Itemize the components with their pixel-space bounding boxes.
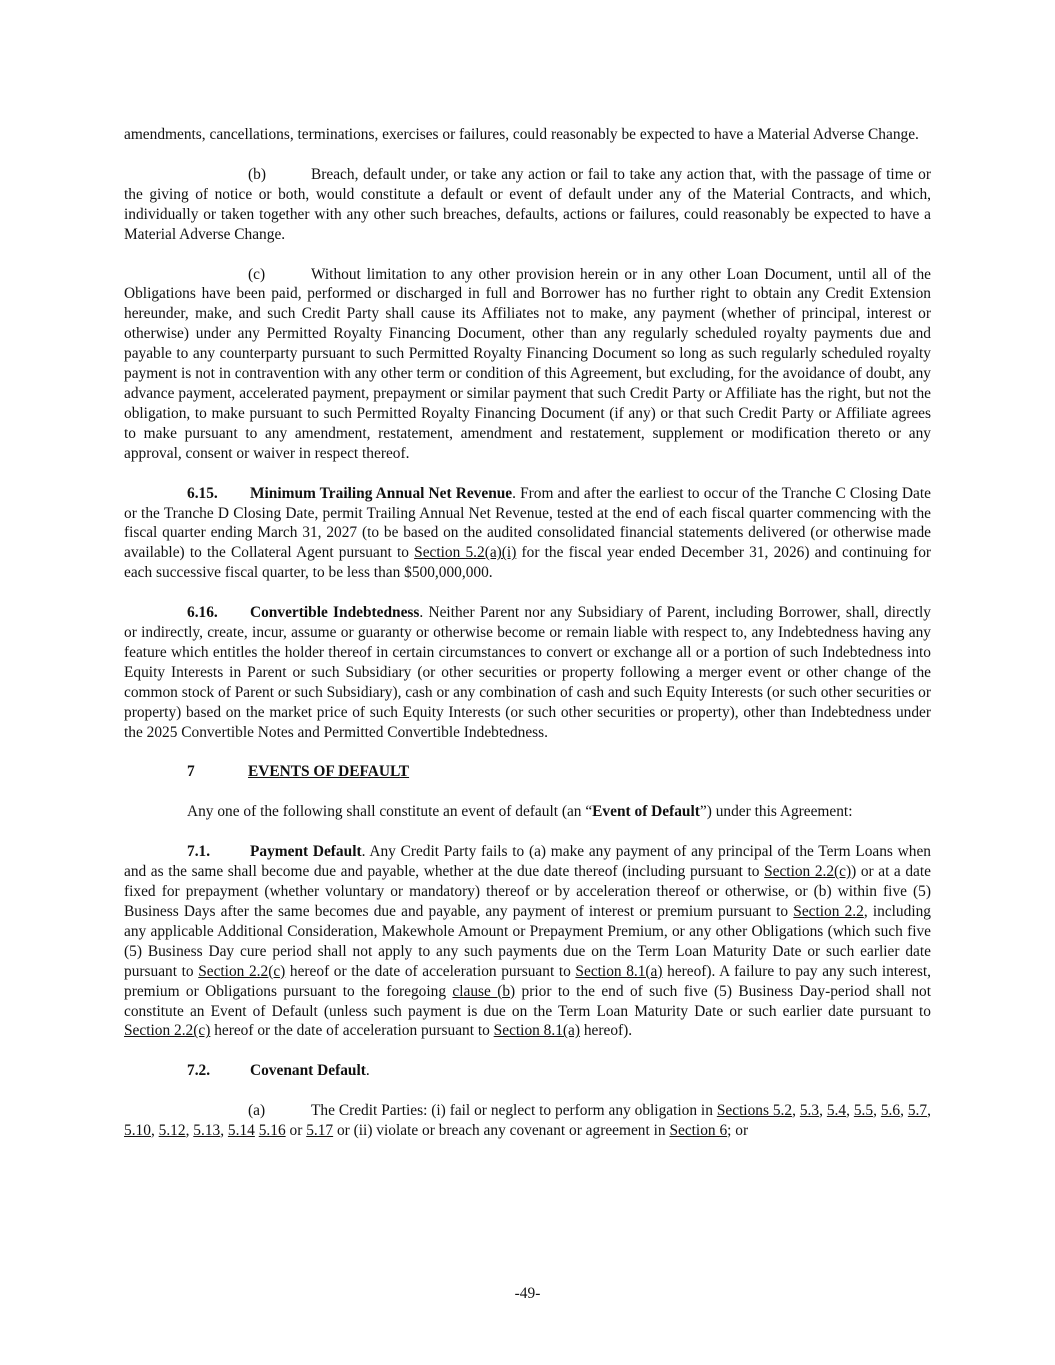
- clause-reference-link[interactable]: clause (b): [452, 982, 516, 1000]
- section-reference-link[interactable]: Section 2.2(c): [124, 1022, 211, 1040]
- section-reference-link[interactable]: Section 2.2(c): [198, 962, 286, 980]
- section-reference-link[interactable]: 5.3: [799, 1102, 820, 1120]
- section-title: Covenant Default: [250, 1062, 366, 1080]
- section-title: Convertible Indebtedness: [250, 604, 420, 622]
- defined-term: Event of Default: [592, 803, 700, 821]
- section-number: 7.1.: [187, 843, 211, 861]
- separator: or: [285, 1122, 307, 1140]
- section-text: ; or: [727, 1122, 749, 1140]
- separator: ,: [792, 1102, 800, 1120]
- section-reference-link[interactable]: 5.10: [124, 1122, 151, 1140]
- section-reference-link[interactable]: Section 5.2(a)(i): [414, 544, 517, 562]
- article-number: 7: [187, 763, 195, 781]
- section-text: ) or at a date fixed for prepayment (whether voluntary or mandatory) thereof or by acceleration thereof or otherwise, or (b) within five (5) Business Days after the same becomes due and payable, any payment of interest or premium pursuant to: [124, 863, 931, 920]
- section-reference-link[interactable]: Section 8.1(a): [493, 1022, 581, 1040]
- section-reference-link[interactable]: 5.17: [306, 1122, 334, 1140]
- section-reference-link[interactable]: 5.6: [880, 1102, 901, 1120]
- section-text: , including any applicable Additional Consideration, Makewhole Amount or Prepayment Premium, or any other Obligations (which such five (5) Business Day cure period shall not apply to any such payments due on the Term Loan Maturity Date or such earlier date pursuant to: [124, 903, 931, 980]
- separator: ,: [873, 1102, 881, 1120]
- document-page: [124, 125, 931, 1141]
- paragraph-continuation: [124, 125, 931, 145]
- section-number: 7.2.: [187, 1062, 211, 1080]
- section-text: . Neither Parent nor any Subsidiary of Parent, including Borrower, shall, directly or indirectly, create, incur, assume or guaranty or otherwise become or remain liable with respect to, any Indebtedness having any feature which entitles the holder thereof in certain circumstances to convert or exchange all or a portion of such Indebtedness into Equity Interests in Parent or such Subsidiary (or other securities or property following a merger event or other change of the common stock of Parent or such Subsidiary), cash or any combination of cash and such Equity Interests (or such other securities or property) based on the market price of such Equity Interests (or such other securities or property), other than Indebtedness under the 2025 Convertible Notes and Permitted Convertible Indebtedness.: [124, 604, 931, 741]
- separator: ,: [150, 1122, 159, 1140]
- clause-label: (a): [248, 1102, 266, 1120]
- section-text: The Credit Parties: (i) fail or neglect to perform any obligation in: [311, 1102, 717, 1120]
- section-text: or (ii) violate or breach any covenant or agreement in: [333, 1122, 670, 1140]
- section-7-1: [124, 842, 931, 1041]
- separator: ,: [927, 1102, 931, 1120]
- section-7-2-a: [124, 1101, 931, 1141]
- separator: ,: [819, 1102, 827, 1120]
- article-7-intro: [124, 802, 931, 822]
- article-title: EVENTS OF DEFAULT: [248, 763, 410, 781]
- section-text: hereof or the date of acceleration pursuant to: [285, 962, 576, 980]
- section-text: hereof). A failure to pay any such interest, premium or Obligations pursuant to the foregoing: [124, 962, 931, 1000]
- section-reference-link[interactable]: 5.7: [907, 1102, 928, 1120]
- section-reference-link[interactable]: 5.13: [193, 1122, 221, 1140]
- section-number: 6.15.: [187, 484, 218, 502]
- section-text: . Any Credit Party fails to (a) make any payment of any principal of the Term Loans when and as the same shall become due and payable, whether at the due date thereof (including pursuant to: [124, 843, 931, 881]
- section-text: .: [365, 1062, 370, 1080]
- section-text: for the fiscal year ended December 31, 2026) and continuing for each successive fiscal quarter, to be less than $500,000,000.: [124, 544, 932, 582]
- section-reference-link[interactable]: Section 6: [669, 1122, 728, 1140]
- section-reference-link[interactable]: Sections 5.2: [716, 1102, 793, 1120]
- section-text: hereof).: [580, 1022, 633, 1040]
- paragraph-c: [124, 265, 931, 464]
- section-title: Minimum Trailing Annual Net Revenue: [250, 484, 513, 502]
- section-reference-link[interactable]: Section 8.1(a): [575, 962, 663, 980]
- section-reference-link[interactable]: 5.14: [227, 1122, 255, 1140]
- paragraph-b: [124, 165, 931, 245]
- intro-text: ”) under this Agreement:: [699, 803, 853, 821]
- intro-text: Any one of the following shall constitute an event of default (an “: [187, 803, 593, 821]
- section-6-16: [124, 603, 931, 742]
- section-reference-link[interactable]: Section 2.2: [793, 903, 864, 920]
- section-number: 6.16.: [187, 604, 218, 622]
- section-7-2: [124, 1061, 931, 1081]
- clause-label: (b): [248, 165, 266, 183]
- section-title: Payment Default: [250, 843, 362, 861]
- section-text: prior to the end of such five (5) Business Day-period shall not constitute an Event of Default (unless such payment is due on the Term Loan Maturity Date or such earlier date pursuant to: [124, 982, 931, 1020]
- separator: ,: [220, 1122, 228, 1140]
- separator: ,: [185, 1122, 194, 1140]
- separator: ,: [846, 1102, 854, 1120]
- section-6-15: [124, 484, 931, 584]
- article-7-heading: [124, 762, 931, 782]
- section-text: hereof or the date of acceleration pursuant to: [210, 1022, 494, 1040]
- section-reference-link[interactable]: Section 2.2(c): [764, 863, 852, 881]
- paragraph-text: amendments, cancellations, terminations, exercises or failures, could reasonably be expected to have a Material Adverse Change.: [124, 126, 919, 143]
- clause-label: (c): [248, 265, 266, 283]
- section-reference-link[interactable]: 5.16: [258, 1122, 286, 1140]
- section-reference-link[interactable]: 5.12: [158, 1122, 186, 1140]
- paragraph-text: Breach, default under, or take any action or fail to take any action that, with the passage of time or the giving of notice or both, would constitute a default or event of default under any of the Material Contracts, and which, individually or taken together with any other such breaches, defaults, actions or failures, could reasonably be expected to have a Material Adverse Change.: [124, 165, 931, 243]
- page-number: -49-: [514, 1285, 541, 1302]
- separator: ,: [900, 1102, 908, 1120]
- section-reference-link[interactable]: 5.4: [826, 1102, 847, 1120]
- section-text: . From and after the earliest to occur of the Tranche C Closing Date or the Tranche D Closing Date, permit Trailing Annual Net Revenue, tested at the end of each fiscal quarter commencing with the fiscal quarter ending March 31, 2027 (to be based on the audited consolidated financial statements delivered (or otherwise made available) to the Collateral Agent pursuant to: [124, 484, 931, 562]
- section-reference-link[interactable]: 5.5: [853, 1102, 874, 1120]
- paragraph-text: Without limitation to any other provision herein or in any other Loan Document, until all of the Obligations have been paid, performed or discharged in full and Borrower has no further right to obtain any Credit Extension hereunder, make, and such Credit Party shall cause its Affiliates not to make, any payment (whether of principal, interest or otherwise) under any Permitted Royalty Financing Document, other than any regularly scheduled royalty payments due and payable to any counterparty pursuant to such Permitted Royalty Financing Document so long as such regularly scheduled royalty payment is not in contravention with any other term or condition of this Agreement, but excluding, for the avoidance of doubt, any advance payment, accelerated payment, prepayment or similar payment that such Credit Party or Affiliate has the right, but not the obligation, to make pursuant to such Permitted Royalty Financing Document (if any) or that such Credit Party or Affiliate agrees to make pursuant to any amendment, restatement, amendment and restatement, supplement or modification thereto or any approval, consent or waiver in respect thereof.: [124, 265, 931, 462]
